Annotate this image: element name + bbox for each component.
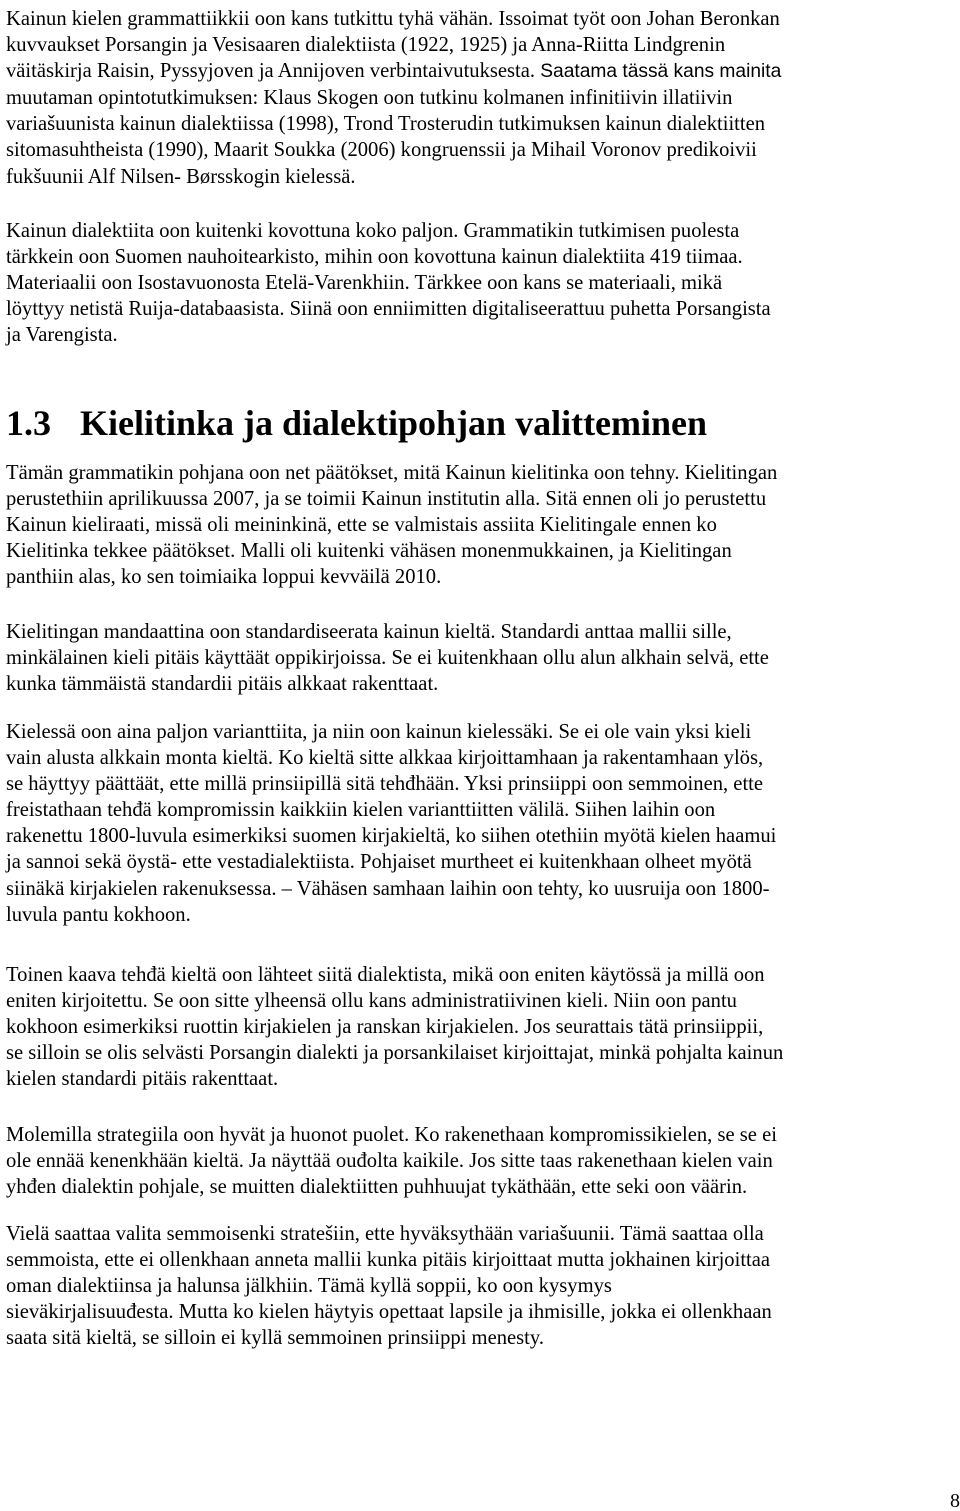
section-paragraph [6, 619, 769, 697]
text-line: tärkkein oon Suomen nauhoitearkisto, mihin oon kovottuna kainun dialektiita 419 tiimaa. [6, 246, 743, 269]
sources-paragraph [6, 218, 771, 348]
text-line: kuvvaukset Porsangin ja Vesisaaren dialektiista (1922, 1925) ja Anna-Riitta Lindgrenin [6, 34, 726, 57]
text-line: ja Varengista. [6, 324, 118, 347]
text-line: semmoista, ette ei ollenkhaan anneta mallii kunka pitäis kirjoittaat mutta jokhainen kirjoittaa [6, 1249, 771, 1272]
text-line: luvula pantu kokhoon. [6, 903, 191, 926]
text-line: minkälainen kieli pitäis käyttäät oppikirjoissa. Se ei kuitenkhaan ollu alun alkhain selvä, ette [6, 647, 769, 670]
text-line: saata sitä kieltä, se silloin ei kyllä semmoinen prinsiippi menesty. [6, 1327, 545, 1350]
text-line-with-sans-tail [6, 58, 781, 85]
text-line: Kielessä oon aina paljon varianttiita, ja niin oon kainun kielessäki. Se ei ole vain yksi kieli [6, 721, 752, 743]
sans-text-segment: Saatama tässä kans mainita [540, 61, 782, 83]
text-line: Tämän grammatikin pohjana oon net päätökset, mitä Kainun kielitinka oon tehny. Kielitingan [6, 462, 778, 484]
text-line: Materiaalii oon Isostavuonosta Etelä-Varenkhiin. Tärkkee oon kans se materiaali, mikä [6, 272, 723, 295]
text-line: muutaman opintotutkimuksen: Klaus Skogen oon tutkinu kolmanen infinitiivin illatiivin [6, 87, 733, 110]
text-line: löyttyy netistä Ruija-databaasista. Siinä oon enniimitten digitaliseerattuu puhetta Porsangista [6, 298, 771, 321]
text-line: variašuunista kainun dialektiissa (1998), Trond Trosterudin tutkimuksen kainun dialektiitten [6, 113, 766, 136]
text-line: Kainun dialektiita oon kuitenki kovottuna koko paljon. Grammatikin tutkimisen puolesta [6, 220, 740, 242]
section-paragraph [6, 962, 783, 1092]
text-line: Kainun kieliraati, missä oli meininkinä, ette se valmistais assiita Kielitingale ennen ko [6, 514, 717, 537]
text-line: ja sannoi sekä öystä- ette vestadialektiista. Pohjaiset murtheet ei kuitenkhaan olheet myötä [6, 851, 752, 874]
text-line: kokhoon esimerkiksi ruottin kirjakielen ja ranskan kirjakielen. Jos seurattais tätä prinsiippii, [6, 1016, 764, 1039]
section-paragraph [6, 1221, 772, 1351]
text-line: vain alusta alkkain monta kieltä. Ko kieltä sitte alkkaa kirjoittamhaan ja rakentamhaan ylös, [6, 747, 764, 770]
text-line: Kainun kielen grammattiikkii oon kans tutkittu tyhä vähän. Issoimat työt oon Johan Beronkan [6, 8, 780, 30]
text-line: kielen standardi pitäis rakenttaat. [6, 1068, 279, 1091]
text-line: Toinen kaava tehđä kieltä oon lähteet siitä dialektista, mikä oon eniten käytössä ja millä oon [6, 964, 765, 986]
section-paragraph [6, 719, 776, 928]
text-line: Molemilla strategiila oon hyvät ja huonot puolet. Ko rakenethaan kompromissikielen, se se ei [6, 1124, 777, 1146]
text-line: sitomasuhtheista (1990), Maarit Soukka (2006) kongruenssii ja Mihail Voronov predikoivii [6, 139, 757, 162]
text-line: panthiin alas, ko sen toimiaika loppui kevväilä 2010. [6, 566, 442, 589]
text-line: siinäkä kirjakielen rakenuksessa. – Vähäsen samhaan laihin oon tehty, ko uusruija oon 1800- [6, 877, 770, 900]
text-line: kunka tämmäistä standardii pitäis alkkaat rakenttaat. [6, 673, 439, 696]
text-line: Vielä saattaa valita semmoisenki stratešiin, ette hyväksythään variašuunii. Tämä saattaa olla [6, 1223, 764, 1245]
text-line: Kielitinka tekkee päätökset. Malli oli kuitenki vähäsen monenmukkainen, ja Kielitingan [6, 540, 732, 563]
text-line: Kielitingan mandaattina oon standardiseerata kainun kieltä. Standardi anttaa mallii sille, [6, 621, 732, 643]
text-line: ole ennää kenenkhään kieltä. Ja näyttää ouđolta kaikile. Jos sitte taas rakenethaan kielen vain [6, 1150, 773, 1173]
text-line: freistathaan tehđä kompromissin kaikkiin kielen varianttiitten välilä. Siihen laihin oon [6, 799, 716, 822]
text-line: se häyttyy päättäät, ette millä prinsiipillä sitä tehđhään. Yksi prinsiippi oon semmoinen, ette [6, 773, 764, 796]
section-number: 1.3 [6, 403, 51, 443]
text-line: rakenettu 1800-luvula esimerkiksi suomen kirjakieltä, ko siihen otethiin myötä kielen haamui [6, 825, 777, 848]
text-line: yhđen dialektin pohjale, se muitten dialektiitten puhhuujat tykäthään, ette seki oon väärin. [6, 1176, 748, 1199]
intro-paragraph [6, 6, 781, 190]
text-line: fukšuunii Alf Nilsen- Børsskogin kielessä. [6, 165, 356, 188]
section-heading [6, 403, 707, 443]
text-segment: väitäskirja Raisin, Pyssyjoven ja Annijoven verbintaivutuksesta. [6, 60, 536, 83]
text-line: se silloin se olis selvästi Porsangin dialekti ja porsankilaiset kirjoittajat, minkä pohjalta kainun [6, 1042, 784, 1065]
text-line: perustethiin aprilikuussa 2007, ja se toimii Kainun institutin alla. Sitä ennen oli jo perustettu [6, 488, 767, 511]
section-title: Kielitinka ja dialektipohjan valitteminen [80, 403, 708, 443]
text-line: sieväkirjalisuuđesta. Mutta ko kielen häytyis opettaat lapsile ja ihmisille, jokka ei ollenkhaan [6, 1301, 772, 1324]
text-line: eniten kirjoitettu. Se oon sitte ylheensä ollu kans administratiivinen kieli. Niin oon pantu [6, 990, 737, 1013]
section-paragraph [6, 1122, 777, 1200]
text-line: oman dialektiinsa ja halunsa jälkhiin. Tämä kyllä soppii, ko oon kysymys [6, 1275, 612, 1298]
section-paragraph [6, 460, 777, 590]
page-number: 8 [950, 1490, 960, 1511]
